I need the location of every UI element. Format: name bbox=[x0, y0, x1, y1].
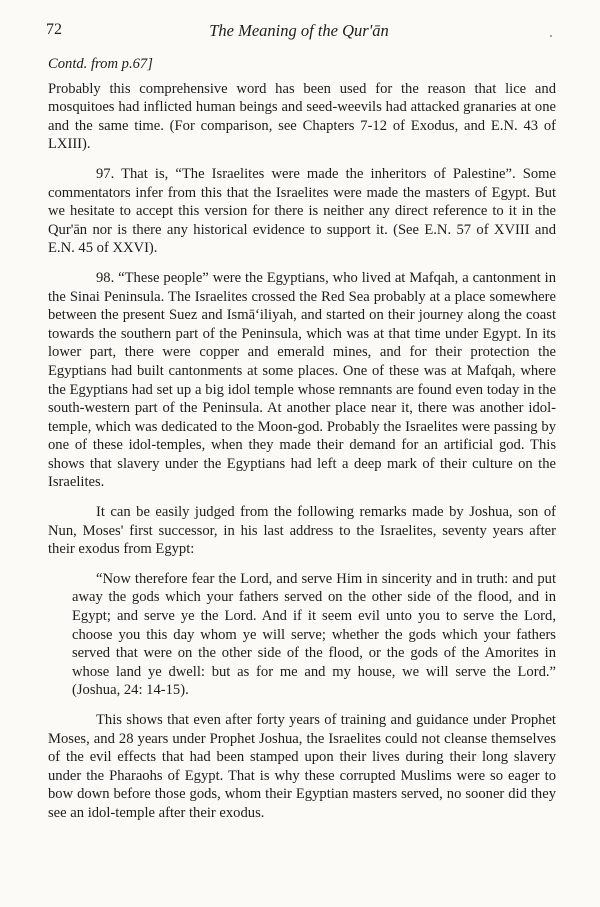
paragraph-lice-note: Probably this comprehensive word has been used for the reason that lice and mosquitoes had inflicted human beings and seed-weevils had attacked granaries at one and the same time. (For comparison, see Chapters 7-12 of Exodus, and E.N. 43 of LXIII). bbox=[48, 80, 556, 153]
block-quote-joshua: “Now therefore fear the Lord, and serve Him in sincerity and in truth: and put away the gods which your fathers served on the other side of the flood, and in Egypt; and serve ye the Lord. And if it seem evil unto you to serve the Lord, choose you this day whom ye will serve; whether the gods which your fathers served that were on the other side of the flood, or the gods of the Amorites in whose land ye dwell: but as for me and my house, we will serve the Lord.” (Joshua, 24: 14-15). bbox=[72, 570, 556, 699]
running-title: The Meaning of the Qur'ān bbox=[209, 21, 389, 40]
body-text bbox=[48, 55, 556, 834]
paragraph-note-98: 98. “These people” were the Egyptians, who lived at Mafqah, a cantonment in the Sinai Peninsula. The Israelites crossed the Red Sea probably at a place somewhere between the present Suez and Ismā‘iliyah, and started on their journey along the coast towards the southern part of the Peninsula, which was at that time under Egypt. In its lower part, there were copper and emerald mines, and for their protection the Egyptians had built cantonments at some places. One of these was at Mafqah, where the Egyptians had set up a big idol temple whose remnants are found even today in the south-western part of the Peninsula. At another place near it, there was another idol-temple, which was dedicated to the Moon-god. Probably the Israelites were passing by one of these idol-temples, when they made their demand for an artificial god. This shows that slavery under the Egyptians had left a deep mark of their culture on the Israelites. bbox=[48, 269, 556, 491]
paragraph-joshua-intro: It can be easily judged from the following remarks made by Joshua, son of Nun, Moses' first successor, in his last address to the Israelites, seventy years after their exodus from Egypt: bbox=[48, 504, 556, 558]
paragraph-note-97: 97. That is, “The Israelites were made the inheritors of Palestine”. Some commentators infer from this that the Israelites were made the masters of Egypt. But we hesitate to accept this version for there is neither any direct reference to it in the Qur'ān nor is there any historical evidence to support it. (See E.N. 57 of XVIII and E.N. 45 of XXVI). bbox=[48, 165, 556, 257]
page-number: 72 bbox=[46, 21, 62, 38]
ink-speck bbox=[550, 35, 552, 37]
page-header bbox=[46, 21, 552, 45]
paragraph-conclusion: This shows that even after forty years of training and guidance under Prophet Moses, and 28 years under Prophet Joshua, the Israelites could not cleanse themselves of the evil effects that had been stamped upon their lives during their long slavery under the Pharaohs of Egypt. That is why these corrupted Muslims were so eager to bow down before those gods, whom their Egyptian masters served, no sooner did they see an idol-temple after their exodus. bbox=[48, 712, 556, 821]
continuation-note: Contd. from p.67] bbox=[48, 56, 153, 72]
